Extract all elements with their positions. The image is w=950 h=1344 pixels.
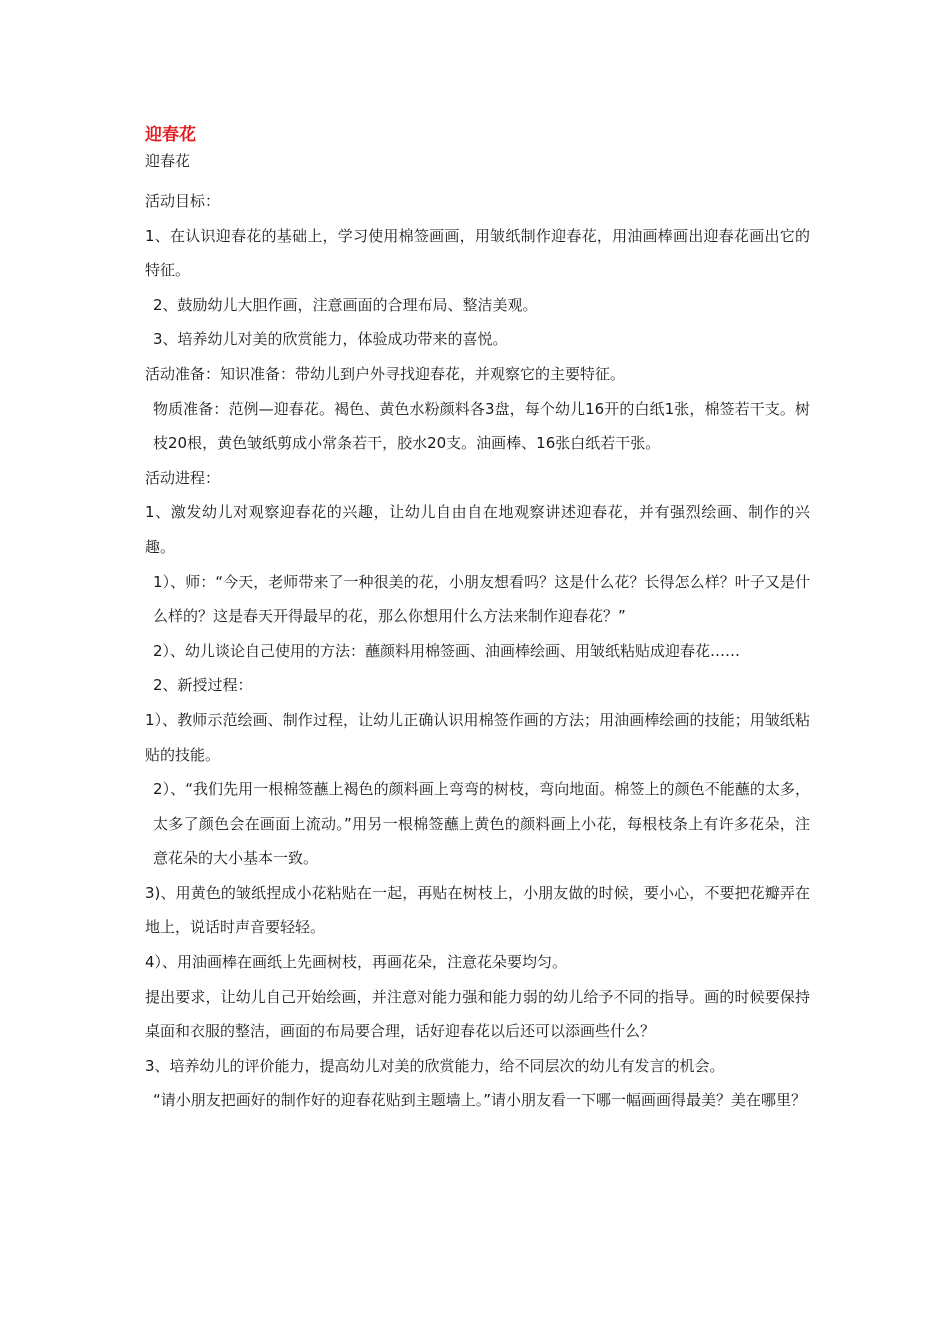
paragraph-process-heading: 活动进程： [145,468,221,487]
paragraph-process-2-4: 4）、用油画棒在画纸上先画树枝，再画花朵，注意花朵要均匀。 [145,953,568,972]
paragraph-goal-2: 2、鼓励幼儿大胆作画，注意画面的合理布局、整洁美观。 [153,295,538,314]
paragraph-process-1-1: 1）、师：“今天，老师带来了一种很美的花，小朋友想看吗？这是什么花？长得怎么样？叶子又是什么样的？这是春天开得最早的花，那么你想用什么方法来制作迎春花？” [153,572,810,626]
paragraph-process-2: 2、新授过程： [153,676,253,695]
document-subtitle: 迎春花 [145,152,191,170]
paragraph-process-3: 3、培养幼儿的评价能力，提高幼儿对美的欣赏能力，给不同层次的幼儿有发言的机会。 [145,1056,725,1075]
paragraph-process-2-1: 1）、教师示范绘画、制作过程，让幼儿正确认识用棉签作画的方法；用油画棒绘画的技能；用皱纸粘贴的技能。 [145,710,810,764]
paragraph-preparation-materials: 物质准备：范例—迎春花。褐色、黄色水粉颜料各3盘，每个幼儿16开的白纸1张，棉签若干支。树枝20根，黄色皱纸剪成小常条若干，胶水20支。油画棒、16张白纸若干张。 [153,399,810,453]
paragraph-requirements: 提出要求，让幼儿自己开始绘画，并注意对能力强和能力弱的幼儿给予不同的指导。画的时候要保持桌面和衣服的整洁，画面的布局要合理，话好迎春花以后还可以添画些什么？ [145,987,810,1041]
paragraph-goals-heading: 活动目标： [145,192,221,210]
paragraph-process-3-1: “请小朋友把画好的制作好的迎春花贴到主题墙上。”请小朋友看一下哪一幅画画得最美？美在哪里？ [153,1091,807,1110]
paragraph-process-1-2: 2）、幼儿谈论自己使用的方法：蘸颜料用棉签画、油画棒绘画、用皱纸粘贴成迎春花…… [153,641,741,660]
document-page [145,122,810,1118]
paragraph-process-2-2: 2）、“我们先用一根棉签蘸上褐色的颜料画上弯弯的树枝，弯向地面。棉签上的颜色不能蘸的太多，太多了颜色会在画面上流动。”用另一根棉签蘸上黄色的颜料画上小花，每根枝条上有许多花朵，注意花朵的大小基本一致。 [153,780,810,868]
paragraph-goal-3: 3、培养幼儿对美的欣赏能力，体验成功带来的喜悦。 [153,330,508,349]
paragraph-process-1: 1、激发幼儿对观察迎春花的兴趣，让幼儿自由自在地观察讲述迎春花，并有强烈绘画、制作的兴趣。 [145,503,810,556]
paragraph-goal-1: 1、在认识迎春花的基础上，学习使用棉签画画，用皱纸制作迎春花，用油画棒画出迎春花画出它的特征。 [145,226,810,280]
document-title: 迎春花 [145,125,196,145]
paragraph-preparation-knowledge: 活动准备：知识准备：带幼儿到户外寻找迎春花，并观察它的主要特征。 [145,364,626,383]
paragraph-process-2-3: 3)、用黄色的皱纸捏成小花粘贴在一起，再贴在树枝上，小朋友做的时候，要小心，不要把花瓣弄在地上，说话时声音要轻轻。 [145,883,810,937]
